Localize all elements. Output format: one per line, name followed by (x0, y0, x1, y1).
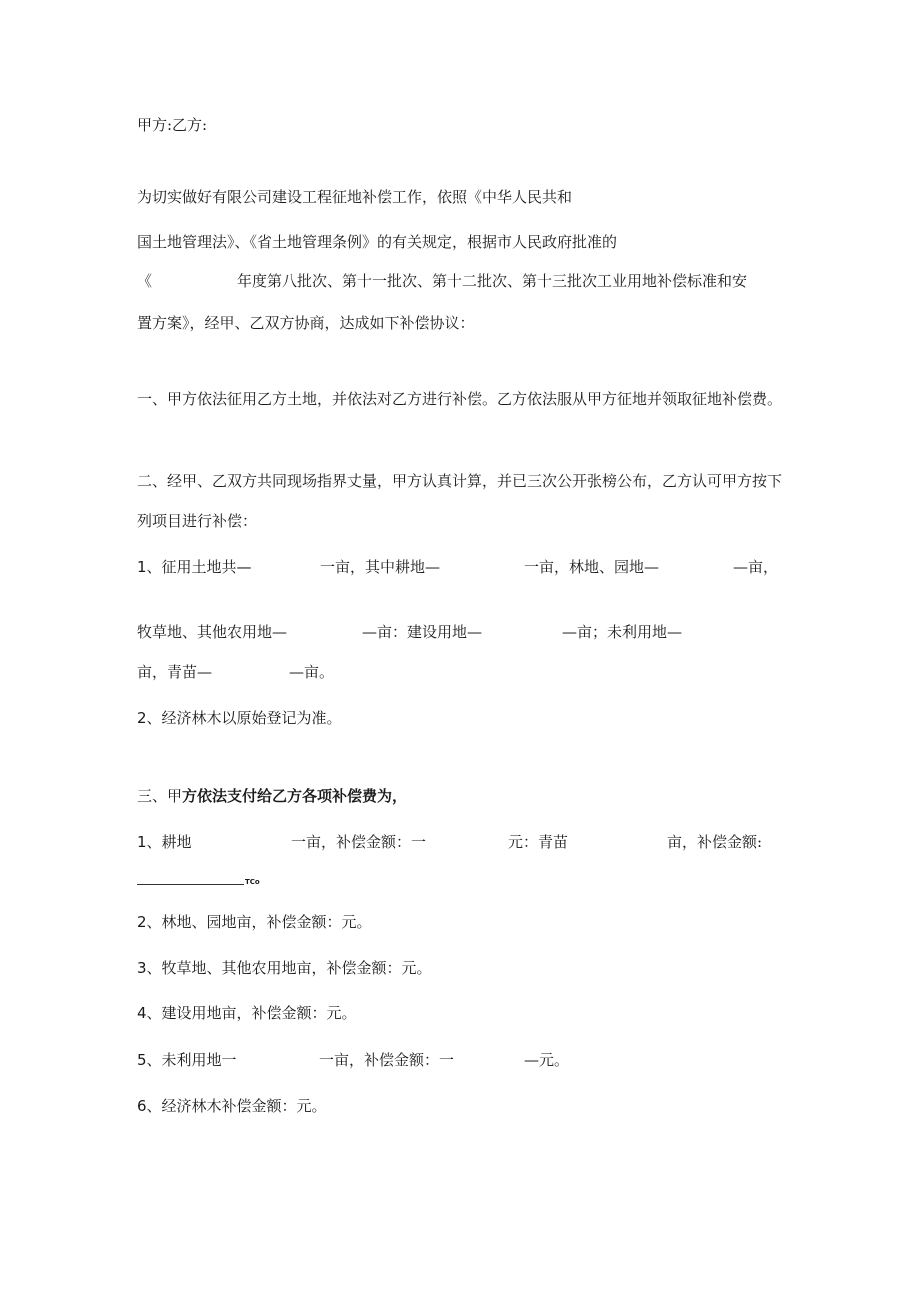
forest-orchard-label: 一亩，林地、园地— (524, 558, 660, 576)
construction-compensation: 4、建设用地亩，补偿金额：元。 (137, 1004, 357, 1022)
intro-line-3-open-quote: 《 (137, 272, 153, 290)
economic-trees-compensation: 6、经济林木补偿金额：元。 (137, 1097, 327, 1115)
section-3-heading-plain: 三、甲 (137, 787, 183, 805)
arable-land-label: 一亩，其中耕地— (320, 558, 441, 576)
blank-underline (137, 884, 244, 885)
arable-compensation-label: 1、耕地 (137, 833, 192, 851)
section-2-line-2: 列项目进行补偿： (137, 512, 258, 530)
intro-line-3: 年度第八批次、第十一批次、第十二批次、第十三批次工业用地补偿标准和安 (237, 272, 748, 290)
section-1: 一、甲方依法征用乙方土地，并依法对乙方进行补偿。乙方依法服从甲方征地并领取征地补偿费。 (137, 390, 783, 408)
intro-line-4: 置方案》，经甲、乙双方协商，达成如下补偿协议： (137, 314, 475, 332)
intro-line-2: 国土地管理法》、《省土地管理条例》的有关规定，根据市人民政府批准的 (137, 233, 618, 251)
unused-land-label: —亩；未利用地— (562, 623, 683, 641)
seedling-compensation-amount: 亩，补偿金额: (667, 833, 763, 851)
parties-line: 甲方:乙方: (137, 116, 208, 134)
unused-land-compensation-label: 5、未利用地一 (137, 1051, 237, 1069)
seedling-unit: —亩。 (289, 663, 335, 681)
section-3-heading (137, 786, 407, 806)
section-2-line-1: 二、经甲、乙双方共同现场指界丈量，甲方认真计算，并已三次公开张榜公布，乙方认可甲方按下 (137, 472, 783, 490)
forest-orchard-unit: —亩， (733, 558, 779, 576)
pasture-compensation: 3、牧草地、其他农用地亩，补偿金额：元。 (137, 959, 432, 977)
seedling-compensation-label: 元：青苗 (508, 833, 569, 851)
forest-orchard-compensation: 2、林地、园地亩，补偿金额：元。 (137, 913, 372, 931)
seedling-label: 亩，青苗— (137, 663, 213, 681)
land-total-label: 1、征用土地共— (137, 558, 252, 576)
pasture-label: 牧草地、其他农用地— (137, 623, 288, 641)
section-3-heading-bold: 方依法支付给乙方各项补偿费为， (182, 787, 408, 805)
economic-trees-note: 2、经济林木以原始登记为准。 (137, 709, 342, 727)
unused-land-compensation-unit: —元。 (524, 1051, 570, 1069)
arable-compensation-amount: 一亩，补偿金额：一 (291, 833, 427, 851)
intro-line-1: 为切实做好有限公司建设工程征地补偿工作，依照《中华人民共和 (137, 188, 573, 206)
construction-land-label: —亩：建设用地— (362, 623, 483, 641)
underline-suffix: TCo (245, 878, 260, 886)
unused-land-compensation-amount: 一亩，补偿金额：一 (319, 1051, 455, 1069)
